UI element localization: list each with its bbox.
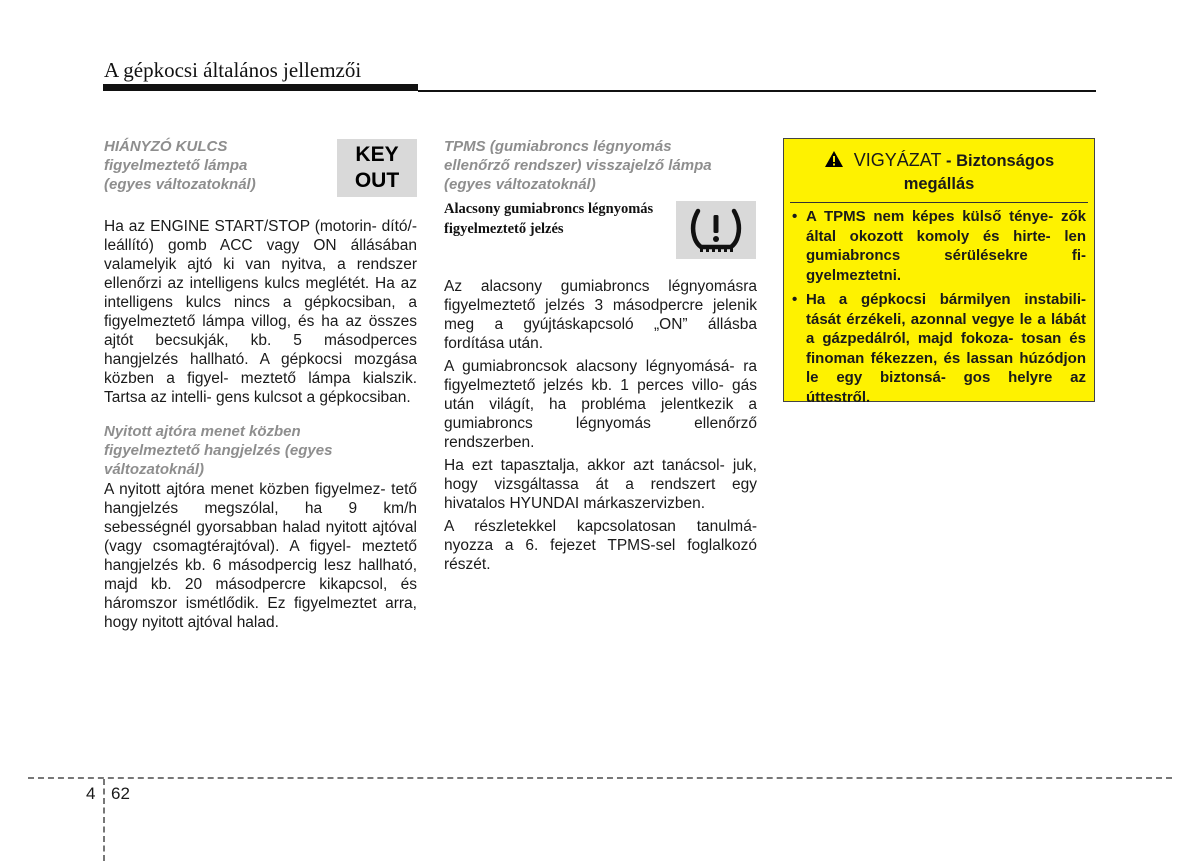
caution-list (784, 207, 1094, 407)
key-out-paragraph: Ha az ENGINE START/STOP (motorin- dító/-leállító) gomb ACC vagy ON állásában valamelyik ajtó ki van nyitva, a rendszer ellenőrzi az intelligens kulcs meglétét. Ha az intelligens kulcs nincs a gépkocsiban, a figyelmeztető lámpa villog, és ha az összes ajtót becsukják, kb. 5 másodperces hangjelzés hallható. A gépkocsi mozgása közben a figyel- meztető lámpa kialszik. Tartsa az intelli- gens kulcsot a gépkocsiban. (104, 218, 417, 406)
caution-item: • A TPMS nem képes külső ténye- zők által okozott komoly és hirte- len gumiabroncs sérülésekre fi- gyelmeztetni. (792, 207, 1086, 285)
header-thin-rule (418, 90, 1096, 92)
chapter-number: 4 (86, 784, 96, 803)
caution-item: • Ha a gépkocsi bármilyen instabili- tását érzékeli, azonnal vegye le a lábát a gázpedálról, majd fokoza- tosan és finoman fékezzen, és lassan húzódjon le egy biztonsá- gos helyre az úttestről. (792, 290, 1086, 407)
tpms-paragraph: Ha ezt tapasztalja, akkor azt tanácsol- juk, hogy vizsgáltassa át a rendszert egy hivatalos HYUNDAI márkaszervizben. (444, 457, 757, 512)
middle-column (444, 137, 757, 574)
tpms-warning-icon (685, 206, 747, 254)
tpms-paragraph: Az alacsony gumiabroncs légnyomásra figyelmeztető jelzés 3 másodpercre jelenik meg a gyújtáskapcsoló „ON” állásba fordítása után. (444, 278, 757, 352)
key-out-line2: OUT (354, 169, 400, 192)
tpms-paragraph: A részletekkel kapcsolatosan tanulmá- nyozza a 6. fejezet TPMS-sel foglalkozó részét. (444, 518, 757, 573)
door-warning-paragraph: A nyitott ajtóra menet közben figyelmez- tető hangjelzés megszólal, ha 9 km/h sebességnél gyorsabban halad nyitott ajtóval (vagy csomagtérajtóval). A figyel- meztető hangjelzés kb. 6 másodpercig lesz hallható, majd kb. 20 másodpercre kikapcsol, és háromszor ismétlődik. Ez figyelmeztet arra, hogy nyitott ajtóval halad. (104, 481, 417, 631)
caution-header (784, 149, 1094, 196)
page-header-title: A gépkocsi általános jellemzői (104, 58, 362, 82)
tpms-label: Alacsony gumiabroncs légnyomás figyelmeztető jelzés (444, 201, 654, 237)
caution-divider (790, 202, 1088, 203)
warning-triangle-icon (824, 150, 844, 168)
caution-box (783, 138, 1095, 406)
footer-vertical-dashed-rule (103, 779, 105, 861)
header-thick-rule (103, 84, 418, 91)
key-out-line1: KEY (355, 143, 399, 166)
left-column (104, 137, 417, 632)
page-number: 62 (111, 784, 130, 803)
key-out-indicator (337, 139, 417, 197)
tpms-heading: TPMS (gumiabroncs légnyomás ellenőrző rendszer) visszajelző lámpa (egyes változatoknál) (444, 138, 712, 193)
caution-subtitle: - Biztonságos megállás (903, 152, 1055, 193)
tpms-paragraph: A gumiabroncsok alacsony légnyomásá- ra figyelmeztető jelzés kb. 1 perces villo- gás után világít, ha probléma jelentkezik a gumiabroncs légnyomás ellenőrző rendszerben. (444, 358, 757, 451)
tpms-indicator (676, 201, 756, 259)
door-warning-heading: Nyitott ajtóra menet közben figyelmeztető hangjelzés (egyes változatoknál) (104, 423, 333, 478)
footer-dashed-rule (28, 777, 1172, 779)
key-out-heading: HIÁNYZÓ KULCS figyelmeztető lámpa (egyes változatoknál) (104, 138, 256, 193)
caution-title: VIGYÁZAT (853, 150, 942, 170)
